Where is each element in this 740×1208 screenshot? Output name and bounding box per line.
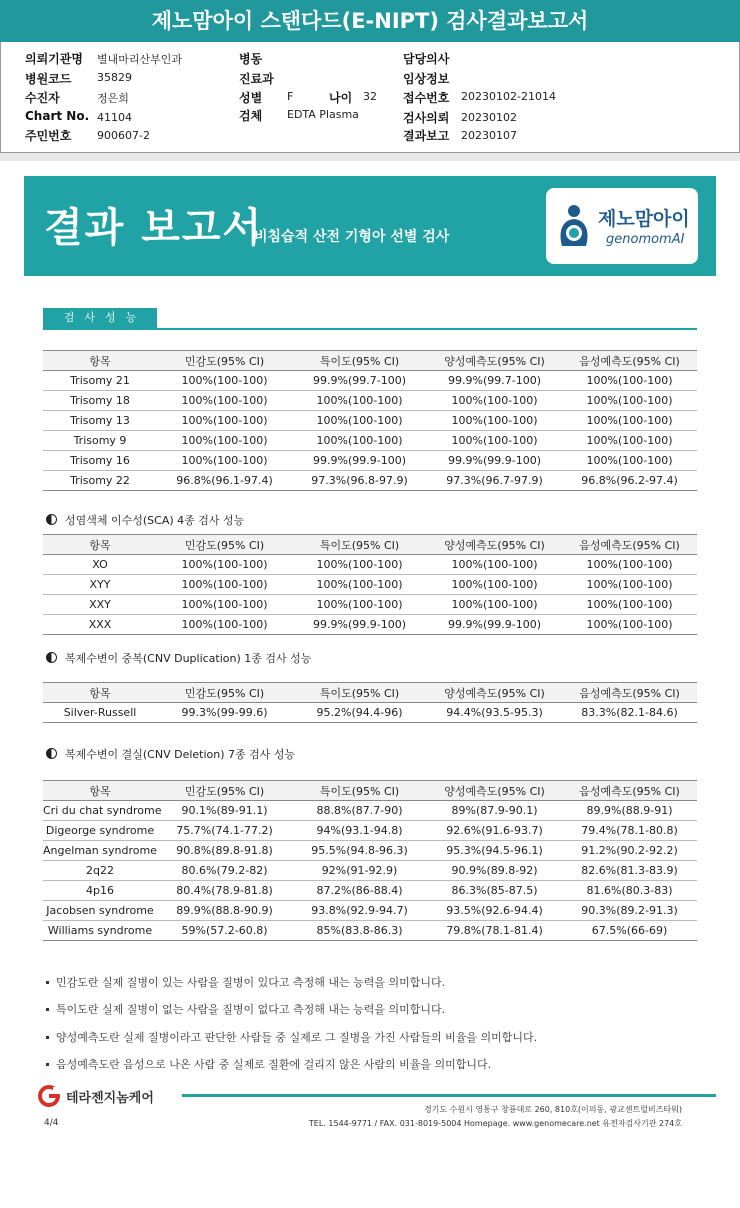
note-text: 민감도란 실제 질병이 있는 사람을 질병이 있다고 측정해 내는 능력을 의미합니다. <box>56 976 446 989</box>
table-row <box>43 881 697 901</box>
cell-value: 100%(100-100) <box>562 555 697 575</box>
info-label: 검사의뢰 <box>403 111 450 125</box>
section-label: 복제수변이 결실(CNV Deletion) 7종 검사 성능 <box>65 748 296 761</box>
cell-value: 90.3%(89.2-91.3) <box>562 901 697 921</box>
note-text: 양성예측도란 실제 질병이라고 판단한 사람들 중 실제로 그 질병을 가진 사람들의 비율을 의미합니다. <box>56 1031 538 1044</box>
cell-value: 80.6%(79.2-82) <box>157 861 292 881</box>
table-header-row <box>43 781 697 801</box>
row-label: XXX <box>43 615 157 635</box>
row-label: Trisomy 18 <box>43 391 157 411</box>
banner-title: 결과 보고서 <box>44 205 264 251</box>
half-circle-icon <box>46 514 57 525</box>
section-label: 복제수변이 중복(CNV Duplication) 1종 검사 성능 <box>65 652 312 665</box>
table-row <box>43 801 697 821</box>
row-label: XYY <box>43 575 157 595</box>
section-heading-dup <box>46 650 311 666</box>
cell-value: 88.8%(87.7-90) <box>292 801 427 821</box>
cell-value: 100%(100-100) <box>427 411 562 431</box>
row-label: Trisomy 21 <box>43 371 157 391</box>
table-row <box>43 615 697 635</box>
cell-value: 100%(100-100) <box>292 595 427 615</box>
half-circle-icon <box>46 748 57 759</box>
cell-value: 100%(100-100) <box>427 595 562 615</box>
row-label: Silver-Russell <box>43 703 157 723</box>
info-value: 정은희 <box>97 92 129 105</box>
row-label: Trisomy 16 <box>43 451 157 471</box>
cell-value: 100%(100-100) <box>157 575 292 595</box>
table-row <box>43 841 697 861</box>
cell-value: 100%(100-100) <box>157 615 292 635</box>
cell-value: 75.7%(74.1-77.2) <box>157 821 292 841</box>
info-label: 검체 <box>239 109 263 123</box>
cell-value: 100%(100-100) <box>562 575 697 595</box>
table-row <box>43 575 697 595</box>
cell-value: 100%(100-100) <box>292 575 427 595</box>
cell-value: 100%(100-100) <box>157 431 292 451</box>
column-header: 민감도(95% CI) <box>157 535 292 555</box>
info-label: 나이 <box>329 91 353 105</box>
info-value: EDTA Plasma <box>287 108 359 121</box>
cell-value: 90.8%(89.8-91.8) <box>157 841 292 861</box>
info-value: 35829 <box>97 71 132 84</box>
cell-value: 100%(100-100) <box>292 411 427 431</box>
cell-value: 100%(100-100) <box>157 595 292 615</box>
column-header: 양성예측도(95% CI) <box>427 535 562 555</box>
table-row <box>43 555 697 575</box>
info-value: 20230102-21014 <box>461 90 556 103</box>
row-label: 4p16 <box>43 881 157 901</box>
info-label: 주민번호 <box>25 129 72 143</box>
table-header-row <box>43 683 697 703</box>
genomom-logo <box>546 188 698 264</box>
half-circle-icon <box>46 652 57 663</box>
cell-value: 95.2%(94.4-96) <box>292 703 427 723</box>
bullet-icon <box>46 981 49 984</box>
cell-value: 100%(100-100) <box>157 371 292 391</box>
info-value: 별내마리산부인과 <box>97 53 183 66</box>
table-row <box>43 391 697 411</box>
info-label: 수진자 <box>25 91 60 105</box>
cell-value: 83.3%(82.1-84.6) <box>562 703 697 723</box>
info-label: 병원코드 <box>25 72 72 86</box>
footer-address: 경기도 수원시 영통구 창룡대로 260, 810호(이의동, 광교센트럴비즈타워) <box>423 1105 682 1114</box>
cell-value: 100%(100-100) <box>292 431 427 451</box>
info-value: 41104 <box>97 111 132 124</box>
table-row <box>43 821 697 841</box>
cell-value: 100%(100-100) <box>427 555 562 575</box>
sca-table <box>43 534 697 635</box>
trisomy-table <box>43 350 697 491</box>
info-label: 접수번호 <box>403 91 450 105</box>
row-label: XXY <box>43 595 157 615</box>
cell-value: 99.9%(99.9-100) <box>427 615 562 635</box>
info-value: 900607-2 <box>97 129 150 142</box>
cell-value: 94.4%(93.5-95.3) <box>427 703 562 723</box>
row-label: XO <box>43 555 157 575</box>
info-label: Chart No. <box>25 109 90 123</box>
footer-divider <box>182 1094 716 1097</box>
column-header: 양성예측도(95% CI) <box>427 683 562 703</box>
logo-english: genomomAI <box>606 232 685 247</box>
cell-value: 99.9%(99.7-100) <box>427 371 562 391</box>
info-value: 20230107 <box>461 129 517 142</box>
cell-value: 92%(91-92.9) <box>292 861 427 881</box>
cell-value: 95.3%(94.5-96.1) <box>427 841 562 861</box>
dup-table <box>43 682 697 723</box>
cell-value: 67.5%(66-69) <box>562 921 697 941</box>
cell-value: 79.4%(78.1-80.8) <box>562 821 697 841</box>
note-item <box>46 974 445 990</box>
cell-value: 99.3%(99-99.6) <box>157 703 292 723</box>
patient-info <box>0 42 740 153</box>
column-header: 항목 <box>43 781 157 801</box>
cell-value: 100%(100-100) <box>157 451 292 471</box>
column-header: 음성예측도(95% CI) <box>562 351 697 371</box>
cell-value: 100%(100-100) <box>562 595 697 615</box>
info-value: F <box>287 90 294 103</box>
cell-value: 79.8%(78.1-81.4) <box>427 921 562 941</box>
column-header: 음성예측도(95% CI) <box>562 781 697 801</box>
cell-value: 99.9%(99.9-100) <box>427 451 562 471</box>
section-divider <box>43 328 697 330</box>
cell-value: 95.5%(94.8-96.3) <box>292 841 427 861</box>
section-heading-sca <box>46 512 244 528</box>
cell-value: 100%(100-100) <box>562 411 697 431</box>
column-header: 민감도(95% CI) <box>157 351 292 371</box>
cell-value: 100%(100-100) <box>157 411 292 431</box>
cell-value: 87.2%(86-88.4) <box>292 881 427 901</box>
company-name: 테라젠지놈케어 <box>66 1091 154 1106</box>
column-header: 특이도(95% CI) <box>292 535 427 555</box>
table-row <box>43 431 697 451</box>
cell-value: 100%(100-100) <box>562 431 697 451</box>
note-item <box>46 1001 445 1017</box>
column-header: 특이도(95% CI) <box>292 781 427 801</box>
column-header: 음성예측도(95% CI) <box>562 683 697 703</box>
cell-value: 100%(100-100) <box>562 615 697 635</box>
row-label: Angelman syndrome <box>43 841 157 861</box>
column-header: 항목 <box>43 535 157 555</box>
row-label: Trisomy 22 <box>43 471 157 491</box>
info-label: 성별 <box>239 91 263 105</box>
cell-value: 100%(100-100) <box>292 555 427 575</box>
cell-value: 85%(83.8-86.3) <box>292 921 427 941</box>
section-heading-del <box>46 746 295 762</box>
cell-value: 100%(100-100) <box>427 575 562 595</box>
cell-value: 89.9%(88.9-91) <box>562 801 697 821</box>
note-item <box>46 1056 491 1072</box>
row-label: Trisomy 13 <box>43 411 157 431</box>
table-row <box>43 703 697 723</box>
info-label: 진료과 <box>239 72 274 86</box>
cell-value: 80.4%(78.9-81.8) <box>157 881 292 901</box>
cell-value: 89%(87.9-90.1) <box>427 801 562 821</box>
terragen-g-icon <box>38 1085 60 1107</box>
cell-value: 97.3%(96.7-97.9) <box>427 471 562 491</box>
info-label: 의뢰기관명 <box>25 52 83 66</box>
cell-value: 100%(100-100) <box>157 555 292 575</box>
cell-value: 100%(100-100) <box>562 391 697 411</box>
row-label: Jacobsen syndrome <box>43 901 157 921</box>
section-tab: 검사성능 <box>43 308 157 328</box>
column-header: 음성예측도(95% CI) <box>562 535 697 555</box>
row-label: Cri du chat syndrome <box>43 801 157 821</box>
cell-value: 96.8%(96.1-97.4) <box>157 471 292 491</box>
bullet-icon <box>46 1063 49 1066</box>
column-header: 양성예측도(95% CI) <box>427 351 562 371</box>
cell-value: 96.8%(96.2-97.4) <box>562 471 697 491</box>
cell-value: 86.3%(85-87.5) <box>427 881 562 901</box>
column-header: 양성예측도(95% CI) <box>427 781 562 801</box>
cell-value: 99.9%(99.7-100) <box>292 371 427 391</box>
info-value: 32 <box>363 90 377 103</box>
cell-value: 97.3%(96.8-97.9) <box>292 471 427 491</box>
cell-value: 82.6%(81.3-83.9) <box>562 861 697 881</box>
table-header-row <box>43 535 697 555</box>
cell-value: 100%(100-100) <box>562 451 697 471</box>
cell-value: 92.6%(91.6-93.7) <box>427 821 562 841</box>
column-header: 항목 <box>43 683 157 703</box>
table-row <box>43 411 697 431</box>
result-banner <box>24 176 716 276</box>
cell-value: 100%(100-100) <box>427 431 562 451</box>
cell-value: 90.1%(89-91.1) <box>157 801 292 821</box>
row-label: Digeorge syndrome <box>43 821 157 841</box>
cell-value: 59%(57.2-60.8) <box>157 921 292 941</box>
report-title: 제노맘아이 스탠다드(E-NIPT) 검사결과보고서 <box>0 0 740 42</box>
table-row <box>43 861 697 881</box>
table-row <box>43 595 697 615</box>
table-row <box>43 471 697 491</box>
cell-value: 81.6%(80.3-83) <box>562 881 697 901</box>
mother-baby-icon <box>554 202 594 250</box>
cell-value: 100%(100-100) <box>292 391 427 411</box>
table-header-row <box>43 351 697 371</box>
cell-value: 99.9%(99.9-100) <box>292 451 427 471</box>
cell-value: 94%(93.1-94.8) <box>292 821 427 841</box>
cell-value: 93.5%(92.6-94.4) <box>427 901 562 921</box>
row-label: Williams syndrome <box>43 921 157 941</box>
info-label: 병동 <box>239 52 263 66</box>
cell-value: 100%(100-100) <box>427 391 562 411</box>
table-row <box>43 901 697 921</box>
banner-subtitle: 비침습적 산전 기형아 선별 검사 <box>254 229 450 245</box>
logo-korean: 제노맘아이 <box>598 208 690 230</box>
cell-value: 93.8%(92.9-94.7) <box>292 901 427 921</box>
row-label: 2q22 <box>43 861 157 881</box>
cell-value: 100%(100-100) <box>562 371 697 391</box>
page-number: 4/4 <box>44 1118 59 1128</box>
cell-value: 99.9%(99.9-100) <box>292 615 427 635</box>
info-value: 20230102 <box>461 111 517 124</box>
info-label: 결과보고 <box>403 129 450 143</box>
bullet-icon <box>46 1036 49 1039</box>
note-text: 음성예측도란 음성으로 나온 사람 중 실제로 질환에 걸리지 않은 사람의 비율을 의미합니다. <box>56 1058 492 1071</box>
info-label: 임상정보 <box>403 72 450 86</box>
del-table <box>43 780 697 941</box>
cell-value: 100%(100-100) <box>157 391 292 411</box>
table-row <box>43 921 697 941</box>
table-row <box>43 451 697 471</box>
bullet-icon <box>46 1008 49 1011</box>
column-header: 민감도(95% CI) <box>157 683 292 703</box>
info-shadow <box>0 153 740 161</box>
cell-value: 89.9%(88.8-90.9) <box>157 901 292 921</box>
column-header: 특이도(95% CI) <box>292 351 427 371</box>
cell-value: 91.2%(90.2-92.2) <box>562 841 697 861</box>
cell-value: 90.9%(89.8-92) <box>427 861 562 881</box>
info-label: 담당의사 <box>403 52 450 66</box>
column-header: 민감도(95% CI) <box>157 781 292 801</box>
footer-contact: TEL. 1544-9771 / FAX. 031-8019-5004 Homepage. www.genomecare.net 유전자검사기관 274호 <box>308 1119 682 1128</box>
column-header: 특이도(95% CI) <box>292 683 427 703</box>
row-label: Trisomy 9 <box>43 431 157 451</box>
table-row <box>43 371 697 391</box>
note-text: 특이도란 실제 질병이 없는 사람을 질병이 없다고 측정해 내는 능력을 의미합니다. <box>56 1003 446 1016</box>
section-label: 성염색체 이수성(SCA) 4종 검사 성능 <box>65 514 245 527</box>
column-header: 항목 <box>43 351 157 371</box>
note-item <box>46 1029 537 1045</box>
